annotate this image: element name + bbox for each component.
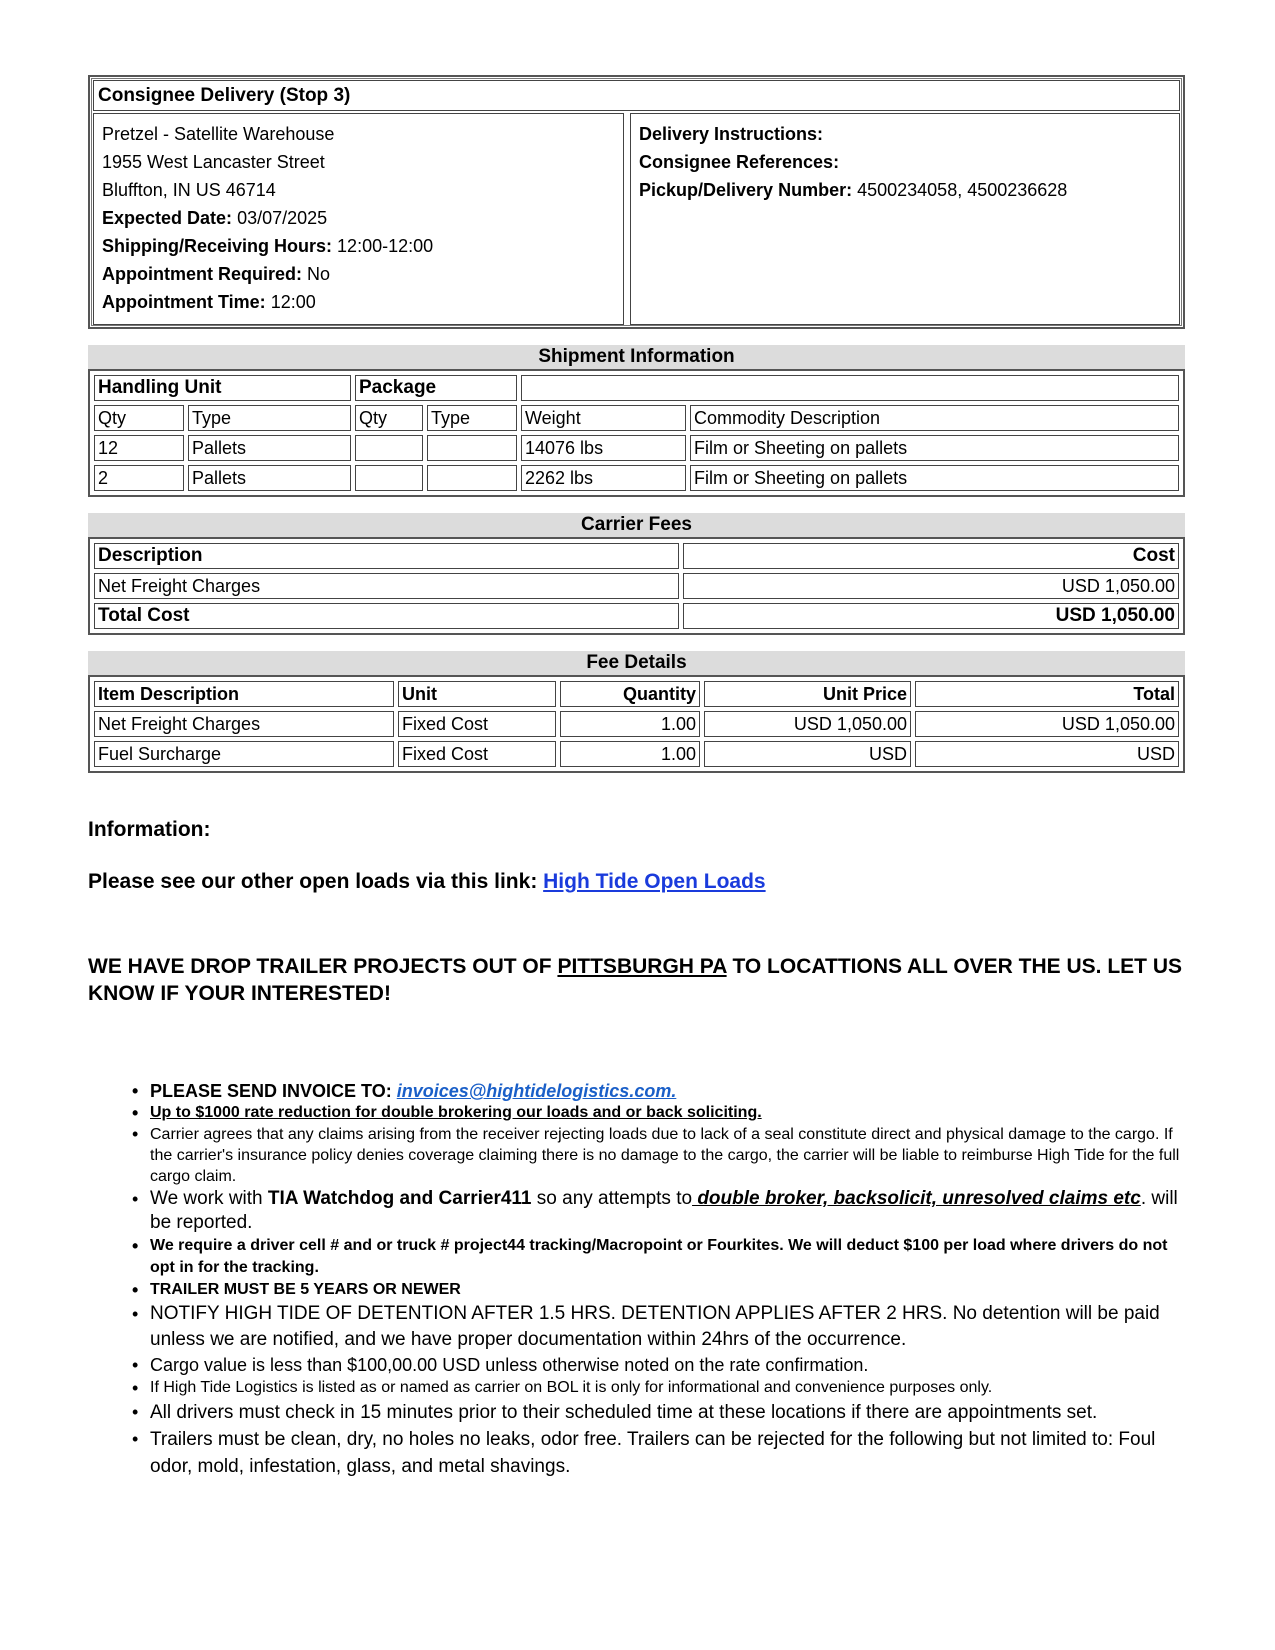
consignee-header: Consignee Delivery (Stop 3) <box>93 80 1180 111</box>
consignee-references: Consignee References: <box>639 152 840 172</box>
carrier-fees-section <box>88 513 1185 635</box>
column-header: Type <box>427 405 517 431</box>
total-cost-label: Total Cost <box>94 603 679 629</box>
table-cell: 2 <box>94 465 184 491</box>
column-header: Type <box>188 405 351 431</box>
table-row <box>94 711 1179 737</box>
list-item: • All drivers must check in 15 minutes prior to their scheduled time at these locations if there are appointments set. <box>132 1399 1192 1426</box>
shipment-section <box>88 345 1185 497</box>
fee-details-table <box>88 675 1185 773</box>
list-item: • We work with TIA Watchdog and Carrier411 so any attempts to double broker, backsolicit, unresolved claims etc. will be reported. <box>132 1187 1192 1235</box>
table-cell: USD 1,050.00 <box>683 573 1179 599</box>
list-item: • PLEASE SEND INVOICE TO: invoices@hightidelogistics.com. <box>132 1080 1192 1102</box>
column-header: Commodity Description <box>690 405 1179 431</box>
list-item: • If High Tide Logistics is listed as or named as carrier on BOL it is only for informational and convenience purposes only. <box>132 1377 1192 1399</box>
table-cell: 14076 lbs <box>521 435 686 461</box>
carrier-fees-table <box>88 537 1185 635</box>
list-item: • Trailers must be clean, dry, no holes no leaks, odor free. Trailers can be rejected for the following but not limited to: Foul odor, mold, infestation, glass, and metal shavings. <box>132 1426 1192 1480</box>
table-cell: Fixed Cost <box>398 741 556 767</box>
column-header: Qty <box>355 405 423 431</box>
table-cell: Film or Sheeting on pallets <box>690 435 1179 461</box>
terms-list <box>132 1080 1192 1480</box>
table-row <box>94 375 1179 401</box>
table-header-row <box>94 543 1179 569</box>
table-cell <box>427 465 517 491</box>
consignee-section <box>88 75 1185 329</box>
appointment-required: Appointment Required: No <box>102 264 331 284</box>
column-header: Total <box>915 681 1179 707</box>
expected-date: Expected Date: 03/07/2025 <box>102 208 328 228</box>
column-header: Quantity <box>560 681 700 707</box>
information-heading: Information: <box>88 818 211 841</box>
blank-header <box>521 375 1179 401</box>
column-header: Item Description <box>94 681 394 707</box>
table-cell: USD 1,050.00 <box>704 711 911 737</box>
handling-unit-header: Handling Unit <box>94 375 351 401</box>
table-cell: Pallets <box>188 465 351 491</box>
shipment-title: Shipment Information <box>88 345 1185 369</box>
table-row <box>94 573 1179 599</box>
list-item: • Up to $1000 rate reduction for double brokering our loads and or back soliciting. <box>132 1102 1192 1124</box>
consignee-street: 1955 West Lancaster Street <box>102 152 325 172</box>
table-row <box>94 741 1179 767</box>
table-cell: 1.00 <box>560 741 700 767</box>
invoice-email-link[interactable]: invoices@hightidelogistics.com. <box>396 1081 677 1101</box>
consignee-address-panel <box>93 113 624 325</box>
shipment-table <box>88 369 1185 497</box>
table-cell: USD <box>915 741 1179 767</box>
fee-details-title: Fee Details <box>88 651 1185 675</box>
list-item: • Carrier agrees that any claims arising from the receiver rejecting loads due to lack of a seal constitute direct and physical damage to the cargo. If the carrier's insurance policy denies coverage claiming there is no damage to the cargo, the carrier will be liable to reimburse High Tide for the full cargo claim. <box>132 1124 1192 1187</box>
table-cell <box>355 435 423 461</box>
table-header-row <box>94 405 1179 431</box>
table-cell: 2262 lbs <box>521 465 686 491</box>
package-header: Package <box>355 375 517 401</box>
table-cell <box>427 435 517 461</box>
consignee-name: Pretzel - Satellite Warehouse <box>102 124 335 144</box>
column-header: Unit <box>398 681 556 707</box>
table-header-row <box>94 681 1179 707</box>
pickup-delivery-number: Pickup/Delivery Number: 4500234058, 4500236628 <box>639 180 1068 200</box>
column-header: Weight <box>521 405 686 431</box>
consignee-city: Bluffton, IN US 46714 <box>102 180 276 200</box>
description-header: Description <box>94 543 679 569</box>
document-body <box>88 75 1185 773</box>
column-header: Unit Price <box>704 681 911 707</box>
appointment-time: Appointment Time: 12:00 <box>102 292 316 312</box>
list-item: • TRAILER MUST BE 5 YEARS OR NEWER <box>132 1279 1192 1301</box>
table-cell: Film or Sheeting on pallets <box>690 465 1179 491</box>
open-loads-link[interactable]: High Tide Open Loads <box>543 870 766 893</box>
table-cell: Net Freight Charges <box>94 573 679 599</box>
list-item: • Cargo value is less than $100,00.00 USD unless otherwise noted on the rate confirmation. <box>132 1353 1192 1377</box>
table-cell: USD <box>704 741 911 767</box>
table-cell: 1.00 <box>560 711 700 737</box>
table-cell: Net Freight Charges <box>94 711 394 737</box>
receiving-hours: Shipping/Receiving Hours: 12:00-12:00 <box>102 236 434 256</box>
table-cell <box>355 465 423 491</box>
open-loads-text: Please see our other open loads via this link: <box>88 870 544 893</box>
cost-header: Cost <box>683 543 1179 569</box>
table-cell: 12 <box>94 435 184 461</box>
table-cell: Pallets <box>188 435 351 461</box>
delivery-instructions: Delivery Instructions: <box>639 124 824 144</box>
open-loads-line <box>88 870 766 894</box>
pittsburgh-link: PITTSBURGH PA <box>557 955 727 978</box>
drop-trailer-notice: WE HAVE DROP TRAILER PROJECTS OUT OF PITTSBURGH PA TO LOCATTIONS ALL OVER THE US. LET US KNOW IF YOUR INTERESTED! <box>88 955 1183 1005</box>
table-cell: Fuel Surcharge <box>94 741 394 767</box>
carrier-fees-title: Carrier Fees <box>88 513 1185 537</box>
table-cell: Fixed Cost <box>398 711 556 737</box>
table-row <box>94 435 1179 461</box>
list-item: • NOTIFY HIGH TIDE OF DETENTION AFTER 1.5 HRS. DETENTION APPLIES AFTER 2 HRS. No detention will be paid unless we are notified, and we have proper documentation within 24hrs of the occurrence. <box>132 1301 1192 1353</box>
column-header: Qty <box>94 405 184 431</box>
table-row <box>94 465 1179 491</box>
fee-details-section <box>88 651 1185 773</box>
list-item: • We require a driver cell # and or truck # project44 tracking/Macropoint or Fourkites. We will deduct $100 per load where drivers do not opt in for the tracking. <box>132 1235 1192 1279</box>
total-row <box>94 603 1179 629</box>
consignee-instructions-panel <box>630 113 1180 325</box>
total-cost-value: USD 1,050.00 <box>683 603 1179 629</box>
table-cell: USD 1,050.00 <box>915 711 1179 737</box>
